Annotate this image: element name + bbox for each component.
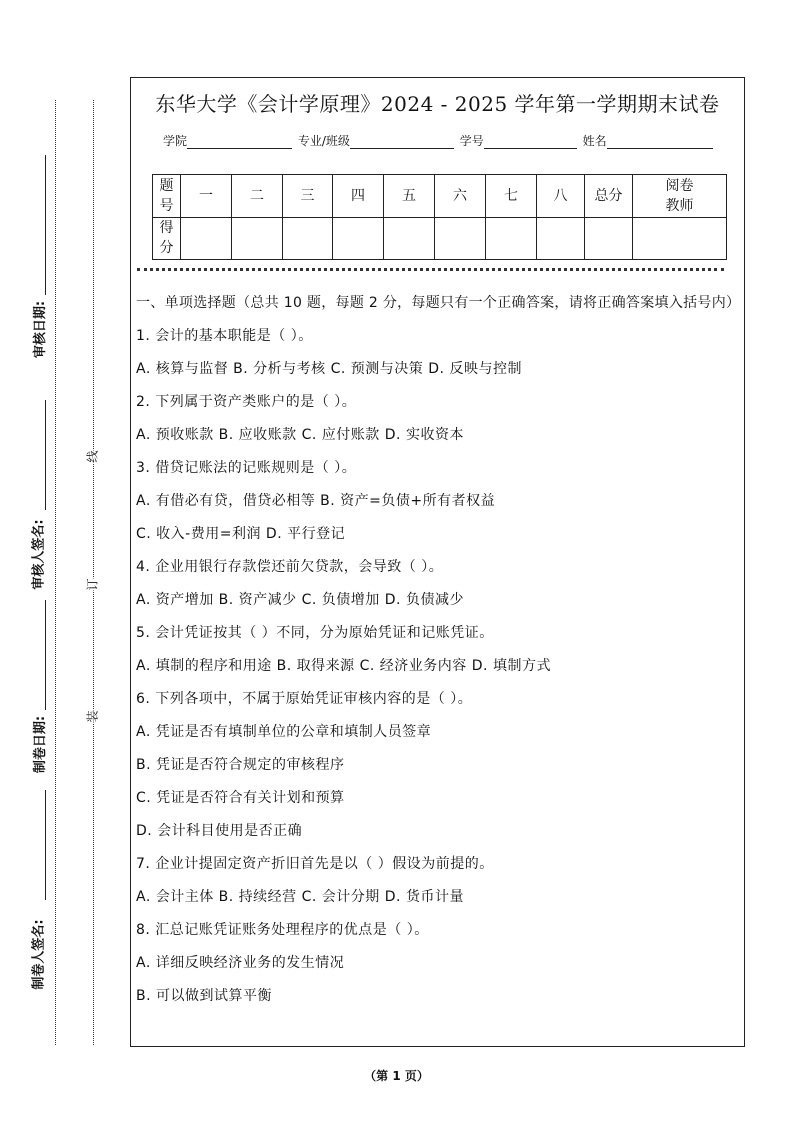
field-label-college: 学院 — [163, 134, 188, 148]
q7-stem: 7. 企业计提固定资产折旧首先是以（ ）假设为前提的。 — [136, 856, 494, 872]
maker-signature-label: 制卷人签名: — [31, 919, 47, 990]
q8-option-b: B. 可以做到试算平衡 — [136, 988, 273, 1004]
field-blank-college[interactable] — [187, 136, 292, 149]
field-label-name: 姓名 — [582, 134, 607, 148]
cut-line-char-ding: 订 — [85, 578, 100, 591]
exam-title: 东华大学《会计学原理》2024 - 2025 学年第一学期期末试卷 — [155, 92, 720, 116]
score-table-score-row — [153, 217, 727, 260]
row-label-score: 得分 — [153, 217, 181, 260]
col-header-5: 五 — [384, 175, 435, 218]
header-separator-dotted — [137, 268, 724, 271]
binding-dotted-line-outer — [55, 100, 56, 1045]
section-1-heading: 一、单项选择题（总共 10 题，每题 2 分，每题只有一个正确答案，请将正确答案填入括号内） — [136, 295, 741, 311]
q8-option-a: A. 详细反映经济业务的发生情况 — [136, 955, 345, 971]
score-cell-8[interactable] — [537, 217, 585, 260]
section-1-content — [136, 292, 741, 1008]
col-header-7: 七 — [486, 175, 537, 218]
cut-line-char-xian: 线 — [85, 450, 100, 463]
signature-line-maker — [45, 790, 46, 900]
score-table — [152, 174, 727, 260]
q6-option-a: A. 凭证是否有填制单位的公章和填制人员签章 — [136, 724, 432, 740]
q5-stem: 5. 会计凭证按其（ ）不同，分为原始凭证和记账凭证。 — [136, 625, 494, 641]
score-cell-6[interactable] — [435, 217, 486, 260]
cut-line-char-zhuang: 装 — [85, 710, 100, 723]
score-cell-reviewer[interactable] — [633, 217, 727, 260]
student-info-row — [163, 132, 715, 149]
col-header-6: 六 — [435, 175, 486, 218]
score-cell-1[interactable] — [181, 217, 232, 260]
score-cell-4[interactable] — [333, 217, 384, 260]
review-date-label: 审核日期: — [33, 300, 49, 359]
q4-stem: 4. 企业用银行存款偿还前欠贷款，会导致（ ）。 — [136, 559, 444, 575]
field-label-major-class: 专业/班级 — [297, 134, 350, 148]
score-cell-5[interactable] — [384, 217, 435, 260]
exam-frame — [130, 77, 745, 1047]
row-label-question-no: 题号 — [153, 175, 181, 218]
q3-options-cd: C. 收入-费用=利润 D. 平行登记 — [136, 526, 346, 542]
q6-option-d: D. 会计科目使用是否正确 — [136, 823, 303, 839]
col-header-total: 总分 — [585, 175, 633, 218]
q6-stem: 6. 下列各项中，不属于原始凭证审核内容的是（ ）。 — [136, 691, 473, 707]
score-cell-total[interactable] — [585, 217, 633, 260]
signature-line-make-date — [45, 600, 46, 710]
col-header-3: 三 — [283, 175, 333, 218]
field-label-student-id: 学号 — [459, 134, 484, 148]
col-header-4: 四 — [333, 175, 384, 218]
field-blank-name[interactable] — [607, 136, 713, 149]
field-blank-major-class[interactable] — [350, 136, 454, 149]
page-number: （第 1 页） — [364, 1069, 429, 1083]
col-header-reviewer: 阅卷教师 — [633, 175, 727, 218]
q5-options: A. 填制的程序和用途 B. 取得来源 C. 经济业务内容 D. 填制方式 — [136, 658, 551, 674]
q6-option-c: C. 凭证是否符合有关计划和预算 — [136, 790, 345, 806]
make-date-label: 制卷日期: — [33, 715, 49, 774]
score-cell-2[interactable] — [232, 217, 283, 260]
q7-options: A. 会计主体 B. 持续经营 C. 会计分期 D. 货币计量 — [136, 889, 464, 905]
score-cell-7[interactable] — [486, 217, 537, 260]
q1-stem: 1. 会计的基本职能是（ ）。 — [136, 328, 313, 344]
signature-line-review-date — [45, 155, 46, 295]
col-header-8: 八 — [537, 175, 585, 218]
q2-stem: 2. 下列属于资产类账户的是（ ）。 — [136, 394, 357, 410]
field-blank-student-id[interactable] — [484, 136, 577, 149]
q1-options: A. 核算与监督 B. 分析与考核 C. 预测与决策 D. 反映与控制 — [136, 361, 522, 377]
col-header-2: 二 — [232, 175, 283, 218]
binding-cut-line — [93, 100, 94, 1045]
col-header-1: 一 — [181, 175, 232, 218]
score-table-header-row — [153, 175, 727, 218]
q3-stem: 3. 借贷记账法的记账规则是（ ）。 — [136, 460, 357, 476]
q3-options-ab: A. 有借必有贷，借贷必相等 B. 资产=负债+所有者权益 — [136, 493, 496, 509]
signature-line-reviewer — [45, 400, 46, 510]
q6-option-b: B. 凭证是否符合规定的审核程序 — [136, 757, 345, 773]
q2-options: A. 预收账款 B. 应收账款 C. 应付账款 D. 实收资本 — [136, 427, 464, 443]
reviewer-signature-label: 审核人签名: — [31, 519, 47, 590]
q8-stem: 8. 汇总记账凭证账务处理程序的优点是（ ）。 — [136, 922, 429, 938]
q4-options: A. 资产增加 B. 资产减少 C. 负债增加 D. 负债减少 — [136, 592, 464, 608]
score-cell-3[interactable] — [283, 217, 333, 260]
